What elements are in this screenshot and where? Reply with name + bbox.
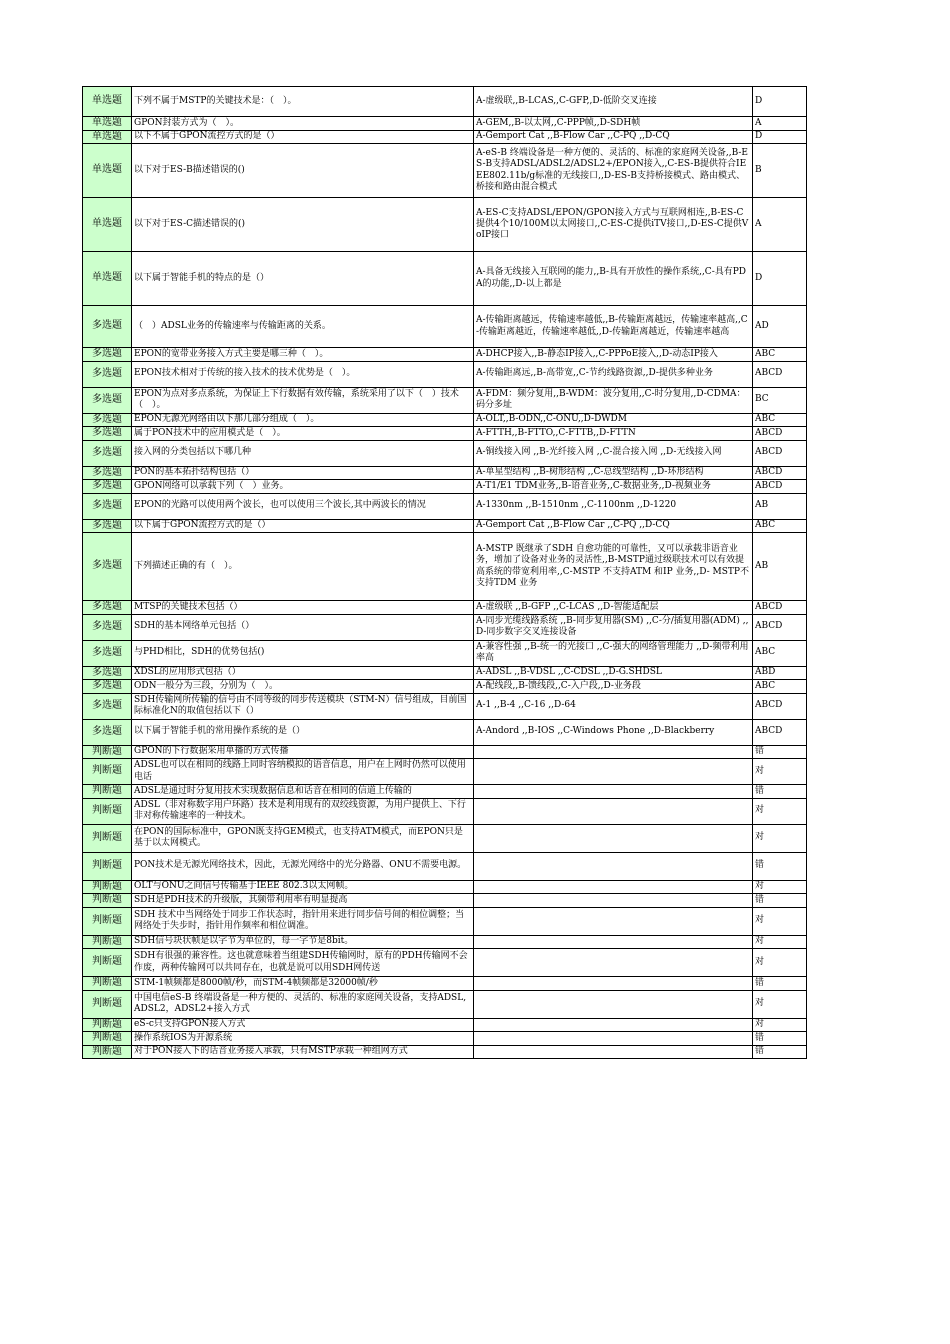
question-text-cell[interactable]: EPON为点对多点系统，为保证上下行数据有效传输，系统采用了以下（ ）技术（ ）。 <box>132 387 474 413</box>
question-type-cell[interactable]: 判断题 <box>83 852 132 880</box>
question-table-body <box>83 87 807 1059</box>
options-cell[interactable] <box>474 759 753 785</box>
answer-cell[interactable]: 对 <box>753 990 807 1018</box>
question-text-cell[interactable]: 以下对于ES-B描述错误的() <box>132 144 474 198</box>
question-text-cell[interactable]: ODN一般分为三段，分别为（ ）。 <box>132 680 474 694</box>
question-text-cell[interactable]: 在PON的国际标准中，GPON既支持GEM模式，也支持ATM模式，而EPON只是基于以太网模式。 <box>132 824 474 852</box>
answer-cell[interactable]: 对 <box>753 880 807 894</box>
answer-cell[interactable]: ABCD <box>753 601 807 615</box>
table-row <box>83 666 807 680</box>
question-type-cell[interactable]: 多选题 <box>83 387 132 413</box>
question-text-cell[interactable]: 中国电信eS-B 终端设备是一种方便的、灵活的、标准的家庭网关设备，支持ADSL,ADSL2，ADSL2+接入方式 <box>132 990 474 1018</box>
answer-cell[interactable]: D <box>753 87 807 117</box>
table-row <box>83 480 807 494</box>
question-text-cell[interactable]: 下列不属于MSTP的关键技术是：（ ）。 <box>132 87 474 117</box>
answer-cell[interactable]: ABCD <box>753 480 807 494</box>
answer-cell[interactable]: ABC <box>753 519 807 533</box>
answer-cell[interactable]: AD <box>753 306 807 348</box>
answer-cell[interactable]: BC <box>753 387 807 413</box>
table-row <box>83 759 807 785</box>
question-type-cell[interactable]: 判断题 <box>83 1032 132 1046</box>
answer-cell[interactable]: 对 <box>753 824 807 852</box>
table-row <box>83 198 807 252</box>
options-cell[interactable]: A-同步光缆线路系统 ,,B-同步复用器(SM) ,,C-分/插复用器(ADM) ,,D-同步数字交叉连接设备 <box>474 614 753 640</box>
question-text-cell[interactable]: PON技术是无源光网络技术，因此，无源光网络中的光分路器、ONU不需要电源。 <box>132 852 474 880</box>
answer-cell[interactable]: ABCD <box>753 427 807 441</box>
question-text-cell[interactable]: SDH传输网所传输的信号由不同等级的同步传送模块（STM-N）信号组成，目前国际标准化N的取值包括以下（） <box>132 693 474 719</box>
question-text-cell[interactable]: PON的基本拓扑结构包括（） <box>132 466 474 480</box>
question-text-cell[interactable]: SDH的基本网络单元包括（） <box>132 614 474 640</box>
table-row <box>83 614 807 640</box>
table-row <box>83 977 807 991</box>
question-text-cell[interactable]: 对于PON接入下的话音业务接入承载，只有MSTP承载一种组网方式 <box>132 1045 474 1059</box>
table-row <box>83 361 807 387</box>
options-cell[interactable]: A-铜线接入网 ,,B-光纤接入网 ,,C-混合接入网 ,,D-无线接入网 <box>474 440 753 466</box>
question-type-cell[interactable]: 单选题 <box>83 117 132 131</box>
options-cell[interactable]: A-传输距离远,,B-高带宽,,C-节约线路资源,,D-提供多种业务 <box>474 361 753 387</box>
answer-cell[interactable]: D <box>753 252 807 306</box>
question-type-cell[interactable]: 多选题 <box>83 480 132 494</box>
question-type-cell[interactable]: 多选题 <box>83 693 132 719</box>
question-type-cell[interactable]: 单选题 <box>83 198 132 252</box>
table-row <box>83 785 807 799</box>
table-row <box>83 949 807 977</box>
options-cell[interactable] <box>474 1032 753 1046</box>
question-text-cell[interactable]: 下列描述正确的有（ ）。 <box>132 533 474 601</box>
table-row <box>83 117 807 131</box>
table-row <box>83 252 807 306</box>
options-cell[interactable]: A-ES-C支持ADSL/EPON/GPON接入方式与互联网相连,,B-ES-C提供4个10/100M以太网接口,,C-ES-C提供iTV接口,,D-ES-C提供VoIP接口 <box>474 198 753 252</box>
options-cell[interactable] <box>474 894 753 908</box>
answer-cell[interactable]: 错 <box>753 745 807 759</box>
options-cell[interactable] <box>474 880 753 894</box>
answer-cell[interactable]: 错 <box>753 852 807 880</box>
question-text-cell[interactable]: EPON的宽带业务接入方式主要是哪三种（ ）。 <box>132 348 474 362</box>
table-row <box>83 387 807 413</box>
options-cell[interactable]: A-Andord ,,B-IOS ,,C-Windows Phone ,,D-Blackberry <box>474 719 753 745</box>
question-type-cell[interactable]: 多选题 <box>83 666 132 680</box>
answer-cell[interactable]: ABCD <box>753 693 807 719</box>
options-cell[interactable] <box>474 852 753 880</box>
question-type-cell[interactable]: 判断题 <box>83 1018 132 1032</box>
answer-cell[interactable]: ABCD <box>753 719 807 745</box>
answer-cell[interactable]: ABC <box>753 413 807 427</box>
table-row <box>83 990 807 1018</box>
options-cell[interactable]: A-FDM：频分复用,,B-WDM：波分复用,,C-时分复用,,D-CDMA：码分多址 <box>474 387 753 413</box>
answer-cell[interactable]: ABCD <box>753 614 807 640</box>
question-type-cell[interactable]: 多选题 <box>83 348 132 362</box>
options-cell[interactable] <box>474 935 753 949</box>
table-row <box>83 880 807 894</box>
question-text-cell[interactable]: ADSL是通过时分复用技术实现数据信息和话音在相同的信道上传输的 <box>132 785 474 799</box>
question-type-cell[interactable]: 判断题 <box>83 907 132 935</box>
question-type-cell[interactable]: 多选题 <box>83 413 132 427</box>
question-type-cell[interactable]: 多选题 <box>83 640 132 666</box>
answer-cell[interactable]: 错 <box>753 894 807 908</box>
answer-cell[interactable]: ABCD <box>753 361 807 387</box>
options-cell[interactable] <box>474 949 753 977</box>
options-cell[interactable] <box>474 798 753 824</box>
table-row <box>83 824 807 852</box>
question-type-cell[interactable]: 判断题 <box>83 745 132 759</box>
options-cell[interactable]: A-DHCP接入,,B-静态IP接入,,C-PPPoE接入,,D-动态IP接入 <box>474 348 753 362</box>
answer-cell[interactable]: 对 <box>753 907 807 935</box>
answer-cell[interactable]: 错 <box>753 785 807 799</box>
question-text-cell[interactable]: OLT与ONU之间信号传输基于IEEE 802.3以太网帧。 <box>132 880 474 894</box>
answer-cell[interactable]: ABC <box>753 640 807 666</box>
table-row <box>83 894 807 908</box>
options-cell[interactable] <box>474 745 753 759</box>
question-type-cell[interactable]: 多选题 <box>83 361 132 387</box>
question-text-cell[interactable]: 与PHD相比，SDH的优势包括() <box>132 640 474 666</box>
options-cell[interactable] <box>474 824 753 852</box>
question-text-cell[interactable]: SDH有很强的兼容性。这也就意味着当组建SDH传输网时，原有的PDH传输网不会作废，两种传输网可以共同存在，也就是说可以用SDH网传送 <box>132 949 474 977</box>
options-cell[interactable]: A-兼容性强 ,,B-统一的光接口 ,,C-强大的网络管理能力 ,,D-频带利用率高 <box>474 640 753 666</box>
options-cell[interactable]: A-FTTH,,B-FTTO,,C-FTTB,,D-FTTN <box>474 427 753 441</box>
question-type-cell[interactable]: 多选题 <box>83 614 132 640</box>
answer-cell[interactable]: 对 <box>753 759 807 785</box>
answer-cell[interactable]: 对 <box>753 935 807 949</box>
options-cell[interactable]: A-GEM,,B-以太网,,C-PPP帧,,D-SDH帧 <box>474 117 753 131</box>
question-text-cell[interactable]: 以下对于ES-C描述错误的() <box>132 198 474 252</box>
question-text-cell[interactable]: GPON网络可以承载下列（ ）业务。 <box>132 480 474 494</box>
table-row <box>83 130 807 144</box>
options-cell[interactable]: A-OLT,,B-ODN,,C-ONU,,D-DWDM <box>474 413 753 427</box>
answer-cell[interactable]: A <box>753 117 807 131</box>
table-row <box>83 493 807 519</box>
question-text-cell[interactable]: （ ）ADSL业务的传输速率与传输距离的关系。 <box>132 306 474 348</box>
options-cell[interactable]: A-1 ,,B-4 ,,C-16 ,,D-64 <box>474 693 753 719</box>
answer-cell[interactable]: AB <box>753 493 807 519</box>
question-text-cell[interactable]: XDSL的应用形式包括（） <box>132 666 474 680</box>
answer-cell[interactable]: D <box>753 130 807 144</box>
options-cell[interactable]: A-Gemport Cat ,,B-Flow Car ,,C-PQ ,,D-CQ <box>474 130 753 144</box>
options-cell[interactable]: A-MSTP 既继承了SDH 自愈功能的可靠性，又可以承载非语音业务，增加了设备对业务的灵活性,,B-MSTP通过级联技术可以有效提高系统的带宽利用率,,C-MSTP 不支持ATM 和IP 业务,,D- MSTP不支持TDM 业务 <box>474 533 753 601</box>
table-row <box>83 907 807 935</box>
question-type-cell[interactable]: 多选题 <box>83 440 132 466</box>
question-text-cell[interactable]: STM-1帧频都是8000帧/秒，而STM-4帧频都是32000帧/秒 <box>132 977 474 991</box>
question-text-cell[interactable]: 以下不属于GPON流控方式的是（） <box>132 130 474 144</box>
question-text-cell[interactable]: EPON技术相对于传统的接入技术的技术优势是（ ）。 <box>132 361 474 387</box>
question-text-cell[interactable]: 以下属于智能手机的常用操作系统的是（） <box>132 719 474 745</box>
question-type-cell[interactable]: 多选题 <box>83 519 132 533</box>
question-type-cell[interactable]: 多选题 <box>83 601 132 615</box>
options-cell[interactable]: A-ADSL ,,B-VDSL ,,C-CDSL ,,D-G.SHDSL <box>474 666 753 680</box>
answer-cell[interactable]: ABD <box>753 666 807 680</box>
options-cell[interactable]: A-单星型结构 ,,B-树形结构 ,,C-总线型结构 ,,D-环形结构 <box>474 466 753 480</box>
question-type-cell[interactable]: 判断题 <box>83 824 132 852</box>
question-text-cell[interactable]: SDH 技术中当网络处于同步工作状态时，指针用来进行同步信号间的相位调整；当网络处于失步时，指针用作频率和相位调准。 <box>132 907 474 935</box>
table-row <box>83 1032 807 1046</box>
question-type-cell[interactable]: 多选题 <box>83 427 132 441</box>
table-row <box>83 466 807 480</box>
question-type-cell[interactable]: 单选题 <box>83 87 132 117</box>
options-cell[interactable] <box>474 977 753 991</box>
answer-cell[interactable]: 对 <box>753 1018 807 1032</box>
table-row <box>83 640 807 666</box>
question-type-cell[interactable]: 判断题 <box>83 977 132 991</box>
question-text-cell[interactable]: 以下属于GPON流控方式的是（） <box>132 519 474 533</box>
options-cell[interactable]: A-1330nm ,,B-1510nm ,,C-1100nm ,,D-1220 <box>474 493 753 519</box>
question-text-cell[interactable]: 操作系统IOS为开源系统 <box>132 1032 474 1046</box>
question-text-cell[interactable]: SDH信号块状帧是以字节为单位的，每一字节是8bit。 <box>132 935 474 949</box>
question-type-cell[interactable]: 判断题 <box>83 759 132 785</box>
question-text-cell[interactable]: GPON的下行数据采用单播的方式传播 <box>132 745 474 759</box>
question-type-cell[interactable]: 判断题 <box>83 990 132 1018</box>
question-type-cell[interactable]: 判断题 <box>83 798 132 824</box>
table-row <box>83 87 807 117</box>
answer-cell[interactable]: B <box>753 144 807 198</box>
options-cell[interactable]: A-虚级联 ,,B-GFP ,,C-LCAS ,,D-智能适配层 <box>474 601 753 615</box>
table-row <box>83 144 807 198</box>
options-cell[interactable]: A-Gemport Cat ,,B-Flow Car ,,C-PQ ,,D-CQ <box>474 519 753 533</box>
question-text-cell[interactable]: 接入网的分类包括以下哪几种 <box>132 440 474 466</box>
question-text-cell[interactable]: ADSL（非对称数字用户环路）技术是利用现有的双绞线资源，为用户提供上、下行非对称传输速率的一种技术。 <box>132 798 474 824</box>
question-type-cell[interactable]: 单选题 <box>83 144 132 198</box>
table-row <box>83 1045 807 1059</box>
table-row <box>83 935 807 949</box>
table-row <box>83 680 807 694</box>
question-text-cell[interactable]: eS-c只支持GPON接入方式 <box>132 1018 474 1032</box>
answer-cell[interactable]: ABC <box>753 348 807 362</box>
question-table <box>82 86 807 1059</box>
question-type-cell[interactable]: 单选题 <box>83 252 132 306</box>
question-text-cell[interactable]: 以下属于智能手机的特点的是（） <box>132 252 474 306</box>
question-type-cell[interactable]: 多选题 <box>83 680 132 694</box>
table-row <box>83 852 807 880</box>
question-type-cell[interactable]: 多选题 <box>83 533 132 601</box>
table-row <box>83 693 807 719</box>
question-type-cell[interactable]: 判断题 <box>83 880 132 894</box>
answer-cell[interactable]: 错 <box>753 977 807 991</box>
table-row <box>83 427 807 441</box>
table-row <box>83 1018 807 1032</box>
question-type-cell[interactable]: 多选题 <box>83 306 132 348</box>
question-type-cell[interactable]: 判断题 <box>83 894 132 908</box>
question-type-cell[interactable]: 多选题 <box>83 719 132 745</box>
question-text-cell[interactable]: GPON封装方式为（ ）。 <box>132 117 474 131</box>
answer-cell[interactable]: ABCD <box>753 440 807 466</box>
options-cell[interactable]: A-eS-B 终端设备是一种方便的、灵活的、标准的家庭网关设备,,B-ES-B支持ADSL/ADSL2/ADSL2+/EPON接入,,C-ES-B提供符合IEEE802.11b/g标准的无线接口,,D-ES-B支持桥接模式、路由模式、桥接和路由混合模式 <box>474 144 753 198</box>
table-row <box>83 745 807 759</box>
question-type-cell[interactable]: 判断题 <box>83 935 132 949</box>
table-row <box>83 519 807 533</box>
options-cell[interactable] <box>474 1045 753 1059</box>
question-type-cell[interactable]: 判断题 <box>83 949 132 977</box>
options-cell[interactable]: A-传输距离越远，传输速率越低,,B-传输距离越远，传输速率越高,,C-传输距离越近，传输速率越低,,D-传输距离越近，传输速率越高 <box>474 306 753 348</box>
options-cell[interactable]: A-配线段,,B-馈线段,,C-入户段,,D-业务段 <box>474 680 753 694</box>
table-row <box>83 413 807 427</box>
question-text-cell[interactable]: 属于PON技术中的应用模式是（ ）。 <box>132 427 474 441</box>
question-text-cell[interactable]: EPON的光路可以使用两个波长，也可以使用三个波长,其中两波长的情况 <box>132 493 474 519</box>
table-row <box>83 719 807 745</box>
options-cell[interactable] <box>474 785 753 799</box>
options-cell[interactable]: A-T1/E1 TDM业务,,B-语音业务,,C-数据业务,,D-视频业务 <box>474 480 753 494</box>
answer-cell[interactable]: A <box>753 198 807 252</box>
question-text-cell[interactable]: MTSP的关键技术包括（） <box>132 601 474 615</box>
table-row <box>83 306 807 348</box>
answer-cell[interactable]: 对 <box>753 798 807 824</box>
answer-cell[interactable]: 对 <box>753 949 807 977</box>
question-text-cell[interactable]: ADSL也可以在相同的线路上同时容纳模拟的语音信息，用户在上网时仍然可以使用电话 <box>132 759 474 785</box>
question-text-cell[interactable]: SDH是PDH技术的升级版，其频带利用率有明显提高 <box>132 894 474 908</box>
table-row <box>83 440 807 466</box>
question-text-cell[interactable]: EPON无源光网络由以下那几部分组成（ ）。 <box>132 413 474 427</box>
question-type-cell[interactable]: 多选题 <box>83 493 132 519</box>
answer-cell[interactable]: ABC <box>753 680 807 694</box>
options-cell[interactable] <box>474 1018 753 1032</box>
question-type-cell[interactable]: 判断题 <box>83 785 132 799</box>
question-type-cell[interactable]: 判断题 <box>83 1045 132 1059</box>
options-cell[interactable] <box>474 907 753 935</box>
table-row <box>83 348 807 362</box>
answer-cell[interactable]: 错 <box>753 1045 807 1059</box>
question-type-cell[interactable]: 多选题 <box>83 466 132 480</box>
question-type-cell[interactable]: 单选题 <box>83 130 132 144</box>
answer-cell[interactable]: 错 <box>753 1032 807 1046</box>
table-row <box>83 533 807 601</box>
answer-cell[interactable]: ABCD <box>753 466 807 480</box>
table-row <box>83 798 807 824</box>
answer-cell[interactable]: AB <box>753 533 807 601</box>
options-cell[interactable] <box>474 990 753 1018</box>
options-cell[interactable]: A-具备无线接入互联网的能力,,B-具有开放性的操作系统,,C-具有PDA的功能,,D-以上都是 <box>474 252 753 306</box>
options-cell[interactable]: A-虚级联,,B-LCAS,,C-GFP,,D-低阶交叉连接 <box>474 87 753 117</box>
table-row <box>83 601 807 615</box>
